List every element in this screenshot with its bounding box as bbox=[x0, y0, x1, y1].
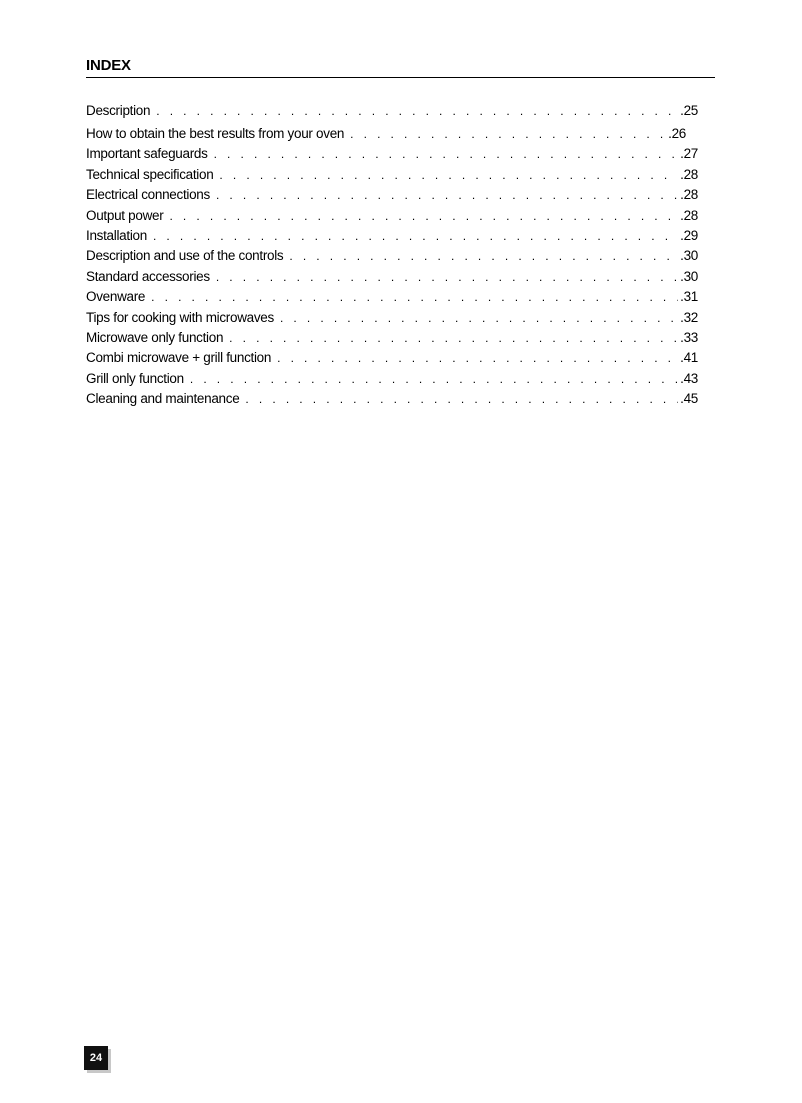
toc-entry-best-results bbox=[86, 126, 686, 146]
toc-entry-label: Output power bbox=[86, 207, 164, 223]
toc-entry-grill-only bbox=[86, 371, 698, 391]
toc-entry-label: Standard accessories bbox=[86, 268, 210, 284]
toc-entry-page: .27 bbox=[680, 146, 698, 162]
dot-leader bbox=[156, 104, 678, 118]
toc-entry-technical-specification bbox=[86, 167, 698, 187]
page-title: INDEX bbox=[86, 57, 131, 74]
dot-leader bbox=[289, 249, 678, 263]
toc-entry-page: .30 bbox=[680, 248, 698, 264]
toc-entry-cleaning bbox=[86, 391, 698, 411]
toc-entry-label: Grill only function bbox=[86, 370, 184, 386]
toc-entry-description bbox=[86, 103, 698, 126]
toc-entry-label: Combi microwave + grill function bbox=[86, 350, 272, 366]
toc-entry-electrical-connections bbox=[86, 187, 698, 207]
toc-entry-page: .28 bbox=[680, 187, 698, 203]
toc-entry-ovenware bbox=[86, 289, 698, 309]
dot-leader bbox=[229, 331, 678, 345]
toc-entry-microwave-only bbox=[86, 330, 698, 350]
toc-entry-page: .31 bbox=[680, 289, 698, 305]
toc-entry-label: Technical specification bbox=[86, 166, 214, 182]
toc-entry-page: .43 bbox=[680, 370, 698, 386]
dot-leader bbox=[214, 147, 679, 161]
toc-entry-page: .28 bbox=[680, 166, 698, 182]
table-of-contents bbox=[86, 103, 698, 411]
toc-entry-label: Installation bbox=[86, 227, 147, 243]
toc-entry-page: .26 bbox=[668, 126, 686, 141]
dot-leader bbox=[153, 229, 678, 243]
toc-entry-page: .41 bbox=[680, 350, 698, 366]
title-divider bbox=[86, 77, 715, 78]
toc-entry-output-power bbox=[86, 208, 698, 228]
toc-entry-combi-grill bbox=[86, 350, 698, 370]
toc-entry-page: .25 bbox=[680, 103, 698, 118]
toc-entry-label: How to obtain the best results from your oven bbox=[86, 126, 345, 141]
toc-entry-cooking-tips bbox=[86, 310, 698, 330]
toc-entry-page: .33 bbox=[680, 329, 698, 345]
toc-entry-controls bbox=[86, 248, 698, 268]
dot-leader bbox=[151, 290, 678, 304]
dot-leader bbox=[277, 351, 678, 365]
toc-entry-page: .45 bbox=[680, 391, 698, 407]
toc-entry-installation bbox=[86, 228, 698, 248]
toc-entry-page: .32 bbox=[680, 309, 698, 325]
toc-entry-label: Cleaning and maintenance bbox=[86, 391, 240, 407]
dot-leader bbox=[216, 270, 678, 284]
toc-entry-label: Tips for cooking with microwaves bbox=[86, 309, 274, 325]
toc-entry-label: Description bbox=[86, 103, 151, 118]
dot-leader bbox=[280, 311, 678, 325]
dot-leader bbox=[169, 209, 678, 223]
dot-leader bbox=[350, 127, 666, 141]
dot-leader bbox=[190, 372, 678, 386]
toc-entry-standard-accessories bbox=[86, 269, 698, 289]
toc-entry-safeguards bbox=[86, 146, 698, 166]
page-number: 24 bbox=[84, 1046, 108, 1070]
toc-entry-page: .28 bbox=[680, 207, 698, 223]
dot-leader bbox=[216, 188, 678, 202]
toc-entry-page: .29 bbox=[680, 227, 698, 243]
toc-entry-label: Description and use of the controls bbox=[86, 248, 284, 264]
dot-leader bbox=[245, 392, 678, 406]
toc-entry-label: Ovenware bbox=[86, 289, 146, 305]
toc-entry-label: Electrical connections bbox=[86, 187, 210, 203]
toc-entry-label: Important safeguards bbox=[86, 146, 208, 162]
toc-entry-page: .30 bbox=[680, 268, 698, 284]
dot-leader bbox=[219, 168, 678, 182]
toc-entry-label: Microwave only function bbox=[86, 329, 224, 345]
